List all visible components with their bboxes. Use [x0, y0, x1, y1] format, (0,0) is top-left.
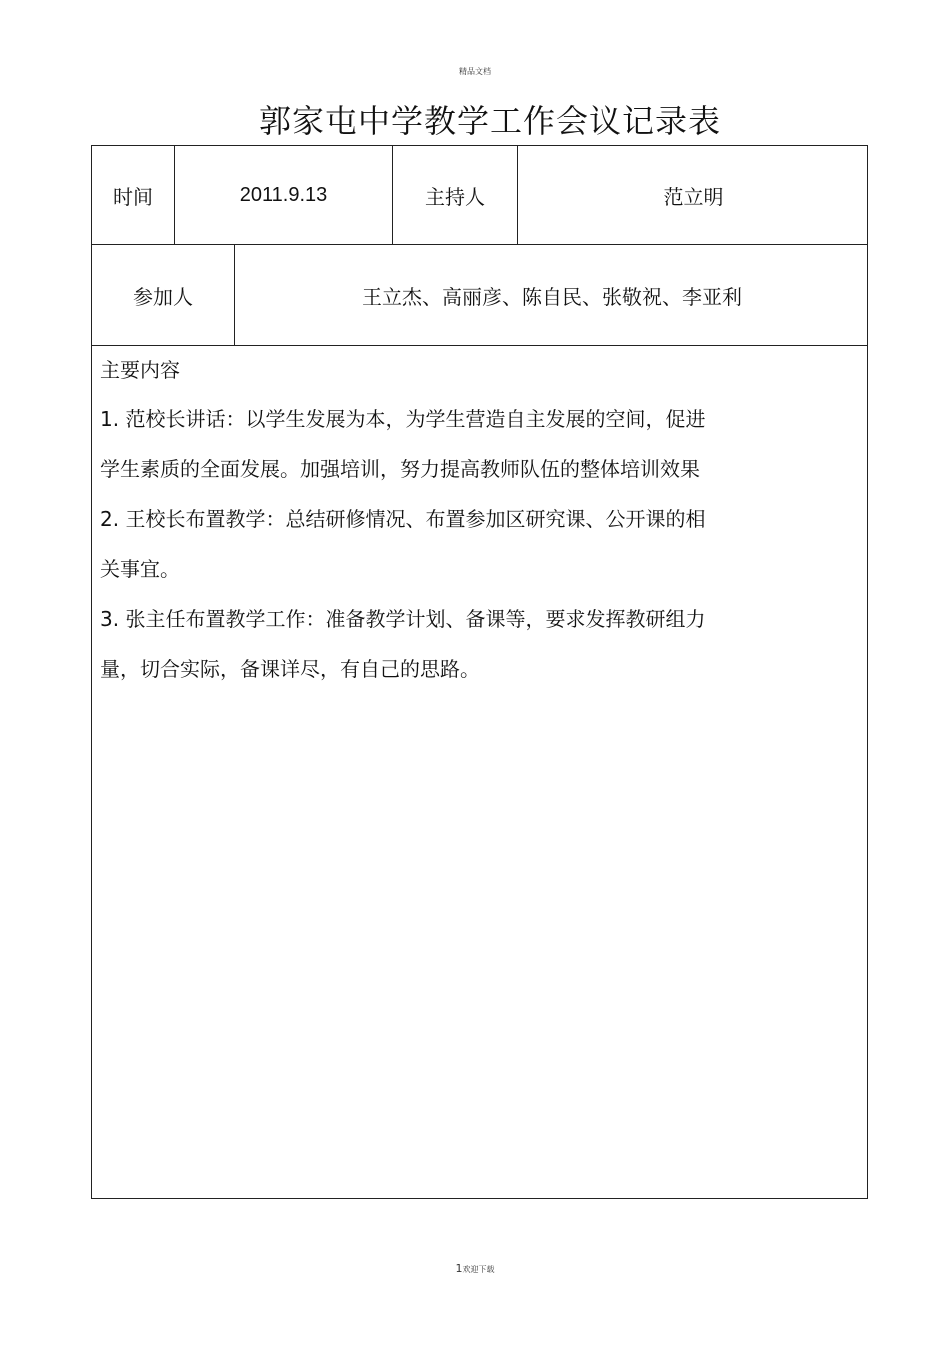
content-line: 1. 范校长讲话：以学生发展为本，为学生营造自主发展的空间，促进 [100, 407, 706, 431]
time-host-row [92, 146, 867, 245]
main-content [100, 346, 800, 694]
content-heading: 主要内容 [100, 358, 180, 382]
footer-note [0, 1262, 950, 1275]
header-note: 精品文档 [459, 67, 491, 76]
content-line: 量，切合实际，备课详尽，有自己的思路。 [100, 657, 480, 681]
page-number: 1 [455, 1262, 463, 1275]
footer-text: 欢迎下载 [462, 1265, 495, 1274]
content-line: 学生素质的全面发展。加强培训，努力提高教师队伍的整体培训效果 [100, 457, 700, 481]
content-line: 3. 张主任布置教学工作：准备教学计划、备课等，要求发挥教研组力 [100, 607, 706, 631]
time-label: 时间 [92, 146, 175, 244]
participants-row [92, 245, 867, 346]
host-value: 范立明 [663, 184, 724, 209]
content-line: 2. 王校长布置教学：总结研修情况、布置参加区研究课、公开课的相 [100, 507, 706, 531]
meeting-record-table [91, 145, 868, 1199]
participants-value: 王立杰、高丽彦、陈自民、张敬祝、李亚利 [362, 284, 742, 309]
document-title: 郭家屯中学教学工作会议记录表 [258, 102, 721, 140]
participants-label: 参加人 [92, 245, 235, 345]
time-value: 2011.9.13 [175, 146, 393, 244]
content-line: 关事宜。 [100, 557, 180, 581]
host-label: 主持人 [393, 146, 518, 244]
